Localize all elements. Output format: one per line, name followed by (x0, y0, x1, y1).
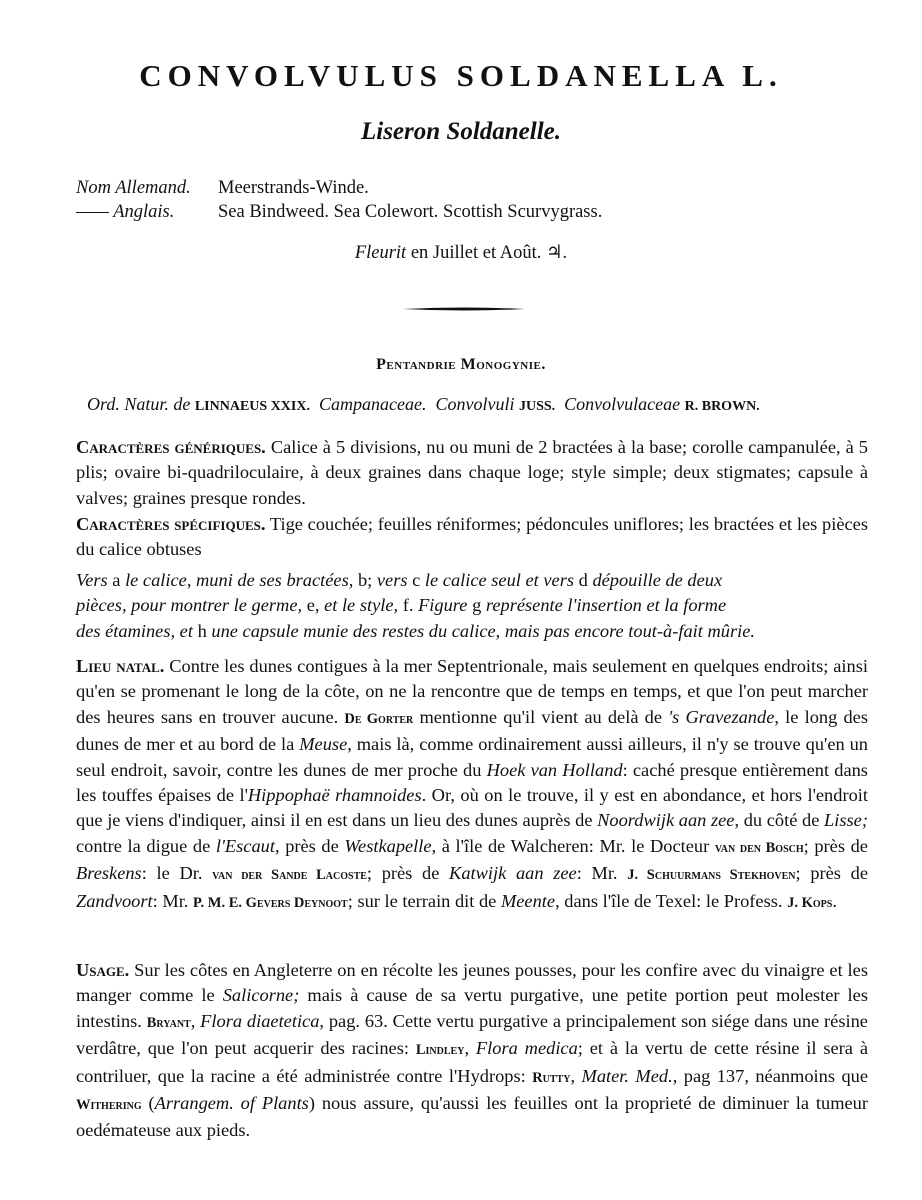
generic-text: Calice à 5 divisions, nu ou muni de 2 bractées à la base; corolle campanulée, à 5 plis; ovaire bi-quadriloculaire, à deux graines dans chaque loge; style simple; deux stigmates; capsule à valves; graines presque rondes. (76, 437, 868, 508)
german-label: Nom Allemand. (76, 178, 191, 198)
usage-text: , pag. 63. Cette vertu purgative a principalement son siége dans une résine verdâtre, que l'on peut acquerir des racines: (76, 1010, 868, 1059)
habitat-text: : caché presque entièrement dans les touffes épaises de l' (76, 759, 868, 806)
place-name: Katwijk aan zee (449, 863, 577, 884)
perennial-symbol: ♃. (545, 243, 568, 263)
english-label: —— Anglais. (76, 202, 175, 222)
fig-text: une capsule munie des restes du calice, mais pas encore tout-à-fait mûrie. (211, 620, 755, 641)
section-heading: Pentandrie Monogynie. (376, 356, 546, 373)
fig-letter: h (197, 620, 207, 641)
person-name: J. Kops (787, 894, 833, 911)
place-name: Zandvoort (76, 890, 153, 911)
fig-text: représente l'insertion et la forme (485, 595, 727, 616)
usage-text: , (190, 1010, 196, 1031)
figure-line-3 (76, 619, 868, 644)
habitat-text: : Mr. (152, 890, 189, 911)
habitat-text: , le long des dunes de mer et au bord de la (76, 706, 868, 755)
order-label: Ord. Natur. de (87, 394, 191, 414)
flowering-text: en Juillet et Août. (410, 243, 542, 263)
author-name: De Gorter (344, 710, 414, 727)
author-name: Bryant (146, 1014, 191, 1031)
fig-letter: g (472, 595, 482, 616)
fig-letter: a (112, 570, 121, 590)
specific-lead: Caractères spécifiques. (76, 514, 266, 534)
habitat-text: . Or, où on le trouve, il y est en abondance, et hors l'endroit que je viens d'indiquer, ainsi il en est dans un lieu des dunes auprès de (76, 785, 868, 831)
german-name-row (76, 176, 602, 200)
habitat-text: , du côté de (734, 810, 820, 831)
author-name: Lindley (415, 1042, 465, 1059)
flowering-lead: Fleurit (354, 243, 407, 263)
usage-text: ; et à la vertu de cette résine il sera à contriluer, que la racine a été administrée contre l'Hydrops: (76, 1038, 868, 1086)
german-name: Meerstrands-Winde. (218, 178, 369, 198)
habitat-text: ; sur le terrain dit de (347, 890, 497, 911)
place-name: Lisse; (824, 810, 868, 831)
usage-paragraph (76, 958, 868, 1144)
fig-text: Vers (76, 570, 108, 590)
place-name: Noordwijk aan zee (597, 810, 735, 831)
place-name: Meente (500, 890, 556, 911)
fig-letter: c (412, 570, 421, 590)
place-name: 's Gravezande (668, 706, 775, 727)
habitat-text: : le Dr. (141, 863, 203, 884)
place-name: Meuse (299, 734, 348, 755)
fig-letter: f. (402, 595, 414, 616)
fig-letter: b; (357, 570, 373, 590)
habitat-lead: Lieu natal. (76, 656, 165, 676)
habitat-text: mentionne qu'il vient au delà de (419, 706, 663, 727)
fig-text: dépouille de deux (592, 570, 723, 590)
person-name: van den Bosch (714, 839, 804, 856)
usage-lead: Usage. (76, 960, 130, 980)
usage-text: , (570, 1065, 576, 1086)
species-name: Salicorne; (222, 985, 300, 1006)
ornamental-rule (403, 306, 525, 312)
figure-explanation (76, 568, 868, 644)
species-name: Hippophaë rhamnoides (247, 785, 422, 806)
specific-characters (76, 512, 868, 563)
habitat-text: : Mr. (576, 863, 618, 884)
book-title: Mater. Med. (581, 1065, 673, 1086)
vernacular-names (76, 176, 602, 224)
english-names: Sea Bindweed. Sea Colewort. Scottish Scurvygrass. (218, 202, 603, 222)
habitat-text: contre la digue de (76, 835, 211, 856)
habitat-paragraph (76, 654, 868, 916)
usage-text: Sur les côtes en Angleterre on en récolte les jeunes pousses, pour les confire avec du vinaigre et les manger comme le (76, 960, 868, 1006)
order-convolvuli: Convolvuli (435, 394, 515, 414)
habitat-text: ; près de (795, 863, 868, 884)
specific-text: Tige couchée; feuilles réniformes; pédoncules uniflores; les bractées et les pièces du calice obtuses (76, 514, 868, 560)
generic-characters (76, 435, 868, 511)
fig-text: Figure (418, 595, 468, 616)
order-jussieu: JUSS. (518, 399, 556, 414)
book-title: Arrangem. of Plants (154, 1093, 309, 1114)
usage-text: , (464, 1038, 470, 1059)
natural-order-line (87, 394, 760, 415)
fig-text: le calice, muni de ses bractées, (125, 570, 354, 590)
habitat-text: , près de (274, 835, 339, 856)
order-linnaeus: LINNAEUS XXIX. (194, 399, 310, 414)
fig-letter: d (578, 570, 588, 590)
habitat-text: , mais là, comme ordinairement aussi ailleurs, il n'y se trouve qu'en un seul endroit, savoir, contre les dunes de mer proche du (76, 734, 868, 780)
french-name: Liseron Soldanelle. (360, 118, 561, 145)
book-title: Flora medica (475, 1038, 578, 1059)
flowering-time (0, 242, 922, 264)
fig-text: des étamines, et (76, 620, 193, 641)
usage-text: ) nous assure, qu'aussi les feuilles ont la proprieté de diminuer la tumeur oedémateuse aux pieds. (76, 1093, 868, 1141)
habitat-text: ; près de (366, 863, 440, 884)
usage-text: ( (148, 1093, 155, 1114)
habitat-text: ; près de (803, 835, 868, 856)
habitat-text: Contre les dunes contigues à la mer Septentrionale, mais seulement en quelques endroits; ainsi qu'en se promenant le long de la côte, on ne la rencontre que de temps en temps, et que l'on peut marcher des heures sans en trouver aucune. (76, 656, 868, 727)
fig-text: et le style, (324, 595, 399, 616)
figure-line-2 (76, 593, 868, 618)
author-name: Rutty (532, 1069, 571, 1086)
habitat-text: , dans l'île de Texel: le Profess. (555, 890, 783, 911)
person-name: J. Schuurmans Stekhoven (627, 867, 796, 884)
fig-text: pièces, pour montrer le germe, (76, 595, 303, 616)
order-brown: R. BROWN. (684, 399, 760, 414)
author-name: Withering (76, 1097, 142, 1114)
fig-text: le calice seul et vers (424, 570, 575, 590)
generic-lead: Caractères génériques. (76, 437, 266, 457)
place-name: l'Escaut (215, 835, 275, 856)
person-name: van der Sande Lacoste (212, 867, 367, 884)
fig-text: vers (376, 570, 408, 590)
place-name: Westkapelle (344, 835, 432, 856)
usage-text: , pag 137, néanmoins que (672, 1065, 869, 1086)
place-name: Breskens (76, 863, 142, 884)
order-convolvulaceae: Convolvulaceae (564, 394, 681, 414)
order-campanaceae: Campanaceae. (318, 394, 427, 414)
english-name-row (76, 200, 602, 224)
habitat-text: , à l'île de Walcheren: Mr. le Docteur (431, 835, 710, 856)
book-title: Flora diaetetica (200, 1010, 320, 1031)
place-name: Hoek van Holland (486, 759, 623, 780)
fig-letter: e, (306, 595, 320, 616)
habitat-text: . (832, 890, 837, 911)
species-title: CONVOLVULUS SOLDANELLA L. (139, 58, 783, 93)
figure-line-1 (76, 568, 868, 593)
person-name: P. M. E. Gevers Deynoot (193, 894, 348, 911)
usage-text: mais à cause de sa vertu purgative, une petite portion peut molester les intestins. (76, 985, 868, 1031)
